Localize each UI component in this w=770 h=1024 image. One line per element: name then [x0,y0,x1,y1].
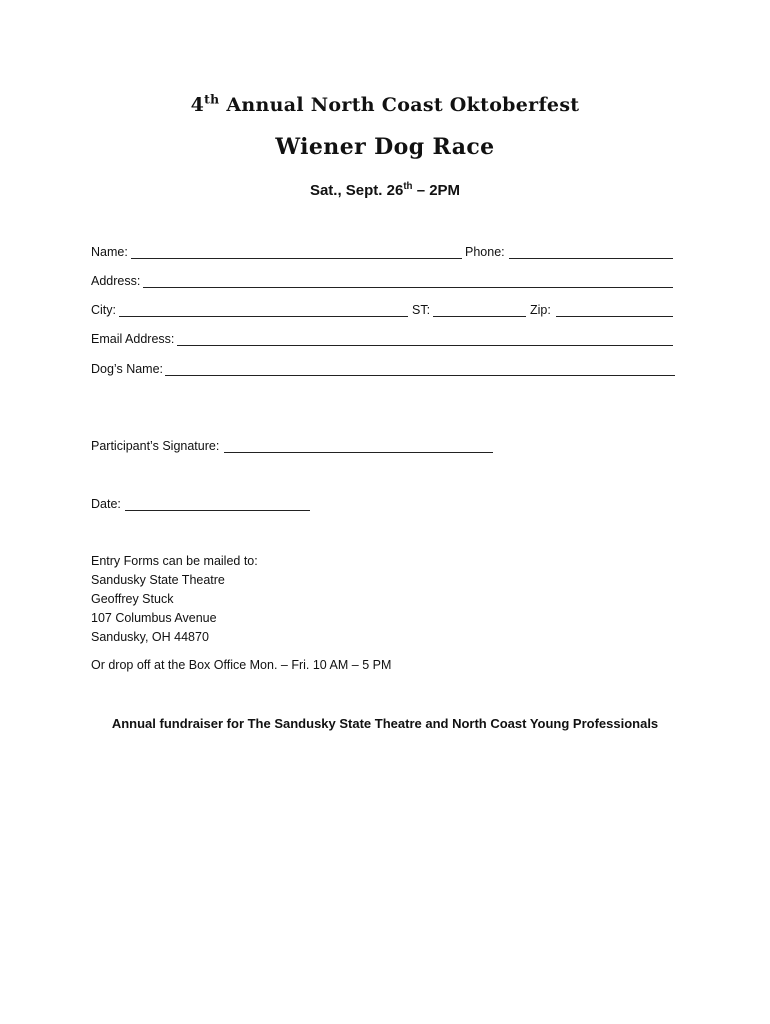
mailing-line: Sandusky State Theatre [91,573,225,587]
name-label: Name: [91,245,128,259]
dog-name-label: Dog’s Name: [91,362,164,376]
date-field[interactable] [125,510,310,511]
phone-field[interactable] [509,258,673,259]
zip-field[interactable] [556,316,673,317]
email-label: Email Address: [91,332,175,346]
mailing-line: 107 Columbus Avenue [91,611,217,625]
address-label: Address: [91,274,141,288]
event-title [0,91,770,116]
zip-label: Zip: [530,303,551,317]
mailing-intro: Entry Forms can be mailed to: [91,554,258,568]
signature-field[interactable] [224,452,493,453]
city-field[interactable] [119,316,408,317]
date-ordinal: th [403,181,413,192]
event-date [0,182,770,199]
phone-label: Phone: [465,245,505,259]
address-field[interactable] [143,287,673,288]
mailing-line: Geoffrey Stuck [91,592,174,606]
date-suffix: – 2PM [416,182,461,199]
date-prefix: Sat., Sept. 26 [309,182,404,199]
email-field[interactable] [177,345,673,346]
fundraiser-note: Annual fundraiser for The Sandusky State Theatre and North Coast Young Professionals [111,716,659,731]
name-field[interactable] [131,258,462,259]
date-label: Date: [91,497,121,511]
dog-name-field[interactable] [165,375,675,376]
city-label: City: [91,303,116,317]
signature-label: Participant’s Signature: [91,439,220,453]
state-field[interactable] [433,316,526,317]
event-subtitle: Wiener Dog Race [275,134,495,160]
mailing-line: Sandusky, OH 44870 [91,630,209,644]
title-number: 4 [190,94,205,116]
title-text: Annual North Coast Oktoberfest [226,94,580,116]
title-ordinal: th [204,91,220,107]
dropoff-info: Or drop off at the Box Office Mon. – Fri. 10 AM – 5 PM [91,658,392,672]
state-label: ST: [412,303,431,317]
